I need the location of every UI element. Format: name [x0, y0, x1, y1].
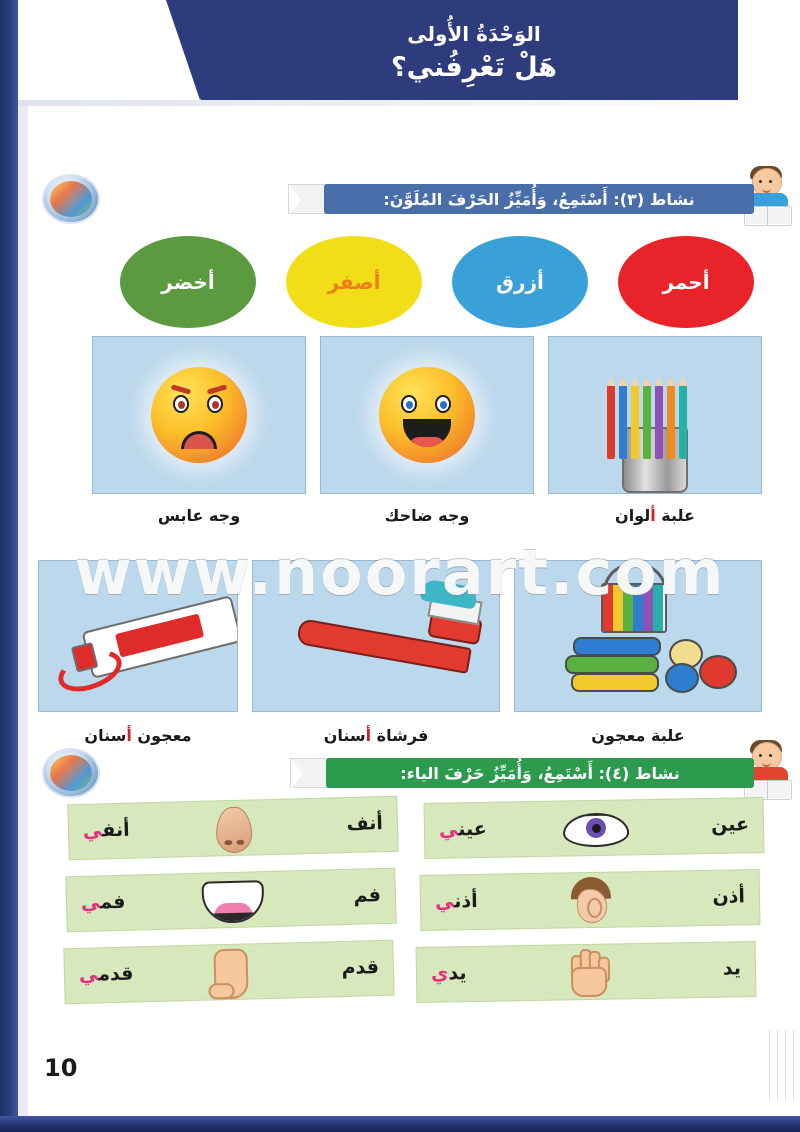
caption-toothpaste — [38, 726, 238, 745]
face-smile-icon — [403, 419, 451, 447]
paint-dot-icon — [699, 655, 737, 689]
cd-disc-icon — [50, 181, 92, 217]
paint-bucket-icon — [601, 583, 667, 633]
word-mouth: فم — [353, 884, 382, 907]
card-paint-box — [514, 560, 762, 712]
word-mouth-possessive — [81, 891, 126, 914]
color-blob-green — [120, 236, 256, 328]
tube-band-icon — [115, 613, 204, 657]
face-brow-right-icon — [207, 384, 228, 394]
pencil-icon — [607, 385, 615, 459]
word-ear: أذن — [712, 885, 746, 908]
watermark: www.noorart.com — [74, 536, 726, 609]
cd-badge-activity-4 — [42, 748, 100, 798]
word-row-foot — [63, 940, 394, 1005]
mascot-eye-right-icon — [769, 180, 772, 183]
face-brow-left-icon — [171, 384, 192, 394]
card-laughing-face — [320, 336, 534, 494]
word-row-eye — [424, 797, 765, 859]
word-suffix-highlight: ي — [434, 890, 455, 913]
page-corner-decoration — [754, 1030, 800, 1100]
face-frown-icon — [181, 431, 217, 449]
ear-icon — [559, 876, 622, 923]
color-blob-blue — [452, 236, 588, 328]
color-blob-red-label: أحمر — [662, 270, 710, 294]
caption-laughing-face: وجه ضاحك — [384, 506, 470, 525]
page-body — [18, 0, 800, 1116]
word-suffix-highlight: ي — [438, 818, 459, 841]
header-divider — [18, 100, 800, 106]
word-hand-possessive — [431, 962, 467, 985]
card-toothpaste — [38, 560, 238, 712]
card-frowning-face — [92, 336, 306, 494]
word-nose-possessive — [83, 819, 130, 842]
pencil-icon — [631, 385, 639, 459]
word-stem: عين — [458, 817, 487, 841]
face-eye-left-icon — [401, 395, 417, 413]
word-eye: عين — [710, 813, 750, 836]
mascot-eye-left-icon — [759, 754, 762, 757]
color-blob-blue-label: أزرق — [496, 270, 544, 294]
mouth-icon — [199, 876, 262, 924]
eye-icon — [563, 804, 626, 851]
caption-highlight: أ — [126, 726, 132, 745]
cd-disc-icon — [50, 755, 92, 791]
face-eye-right-icon — [435, 395, 451, 413]
smiling-face-icon — [379, 367, 475, 463]
caption-text: فرشاة — [371, 726, 429, 745]
page-title: هَلْ تَعْرِفُني؟ — [390, 52, 558, 83]
word-ear-possessive — [435, 890, 478, 913]
mascot-eye-right-icon — [769, 754, 772, 757]
word-foot: قدم — [341, 956, 380, 980]
hand-icon — [555, 948, 618, 995]
word-eye-possessive — [439, 818, 487, 841]
word-stem: أذن — [454, 889, 478, 913]
paint-dot-icon — [665, 663, 699, 693]
caption-toothbrush — [252, 726, 500, 745]
word-stem: يد — [448, 962, 467, 985]
page-left-margin — [18, 106, 28, 1116]
paint-bar-icon — [565, 655, 659, 674]
word-row-mouth — [65, 868, 396, 933]
cd-badge-activity-3 — [42, 174, 100, 224]
unit-label: الوَحْدَةُ الأُولى — [407, 22, 541, 46]
page-left-spine — [0, 0, 18, 1132]
word-suffix-highlight: ي — [430, 962, 449, 985]
word-stem: أنف — [101, 818, 130, 842]
caption-text: معجون — [131, 726, 192, 745]
color-blob-green-label: أخضر — [161, 270, 215, 294]
color-blob-red — [618, 236, 754, 328]
pencil-icon — [655, 385, 663, 459]
foot-icon — [197, 948, 260, 996]
pencil-icon — [643, 385, 651, 459]
caption-highlight: أ — [650, 506, 656, 525]
pencil-icon — [667, 385, 675, 459]
header-white-tab — [738, 0, 800, 100]
word-suffix-highlight: ي — [78, 963, 99, 986]
caption-tail: سنان — [323, 726, 366, 745]
face-eye-left-icon — [173, 395, 189, 413]
word-foot-possessive — [79, 963, 134, 986]
word-nose: أنف — [346, 812, 384, 836]
card-pencil-box — [548, 336, 762, 494]
word-suffix-highlight: ي — [82, 819, 103, 842]
pencil-icon — [619, 385, 627, 459]
caption-paint-box: علبة معجون — [591, 726, 685, 745]
paint-bar-icon — [571, 673, 659, 692]
pencil-icon — [679, 385, 687, 459]
color-blob-yellow — [286, 236, 422, 328]
caption-tail: سنان — [84, 726, 127, 745]
activity-3-banner: نشاط (٣): أَسْتَمِعُ، وَأُمَيِّزُ الحَرْفَ المُلَوَّنَ: — [324, 184, 754, 214]
caption-frowning-face: وجه عابس — [157, 506, 241, 525]
word-row-nose — [67, 796, 398, 861]
caption-tail: لوان — [615, 506, 651, 525]
word-suffix-highlight: ي — [80, 891, 101, 914]
color-blob-yellow-label: أصفر — [327, 270, 381, 294]
face-eye-right-icon — [207, 395, 223, 413]
word-hand: يد — [722, 957, 742, 980]
page-number: 10 — [44, 1054, 78, 1082]
word-row-ear — [420, 869, 761, 931]
nose-icon — [201, 804, 264, 852]
word-stem: قدم — [97, 962, 134, 986]
caption-text: علبة — [655, 506, 695, 525]
word-stem: فم — [99, 890, 126, 914]
paint-bar-icon — [573, 637, 661, 656]
card-toothbrush — [252, 560, 500, 712]
activity-4-banner: نشاط (٤): أَسْتَمِعُ، وَأُمَيِّزُ حَرْفَ الياء: — [326, 758, 754, 788]
page-bottom-edge — [0, 1116, 800, 1132]
caption-pencil-box — [548, 506, 762, 525]
sad-face-icon — [151, 367, 247, 463]
word-row-hand — [416, 941, 757, 1003]
caption-highlight: أ — [365, 726, 372, 745]
mascot-eye-left-icon — [759, 180, 762, 183]
header-band — [200, 0, 800, 100]
